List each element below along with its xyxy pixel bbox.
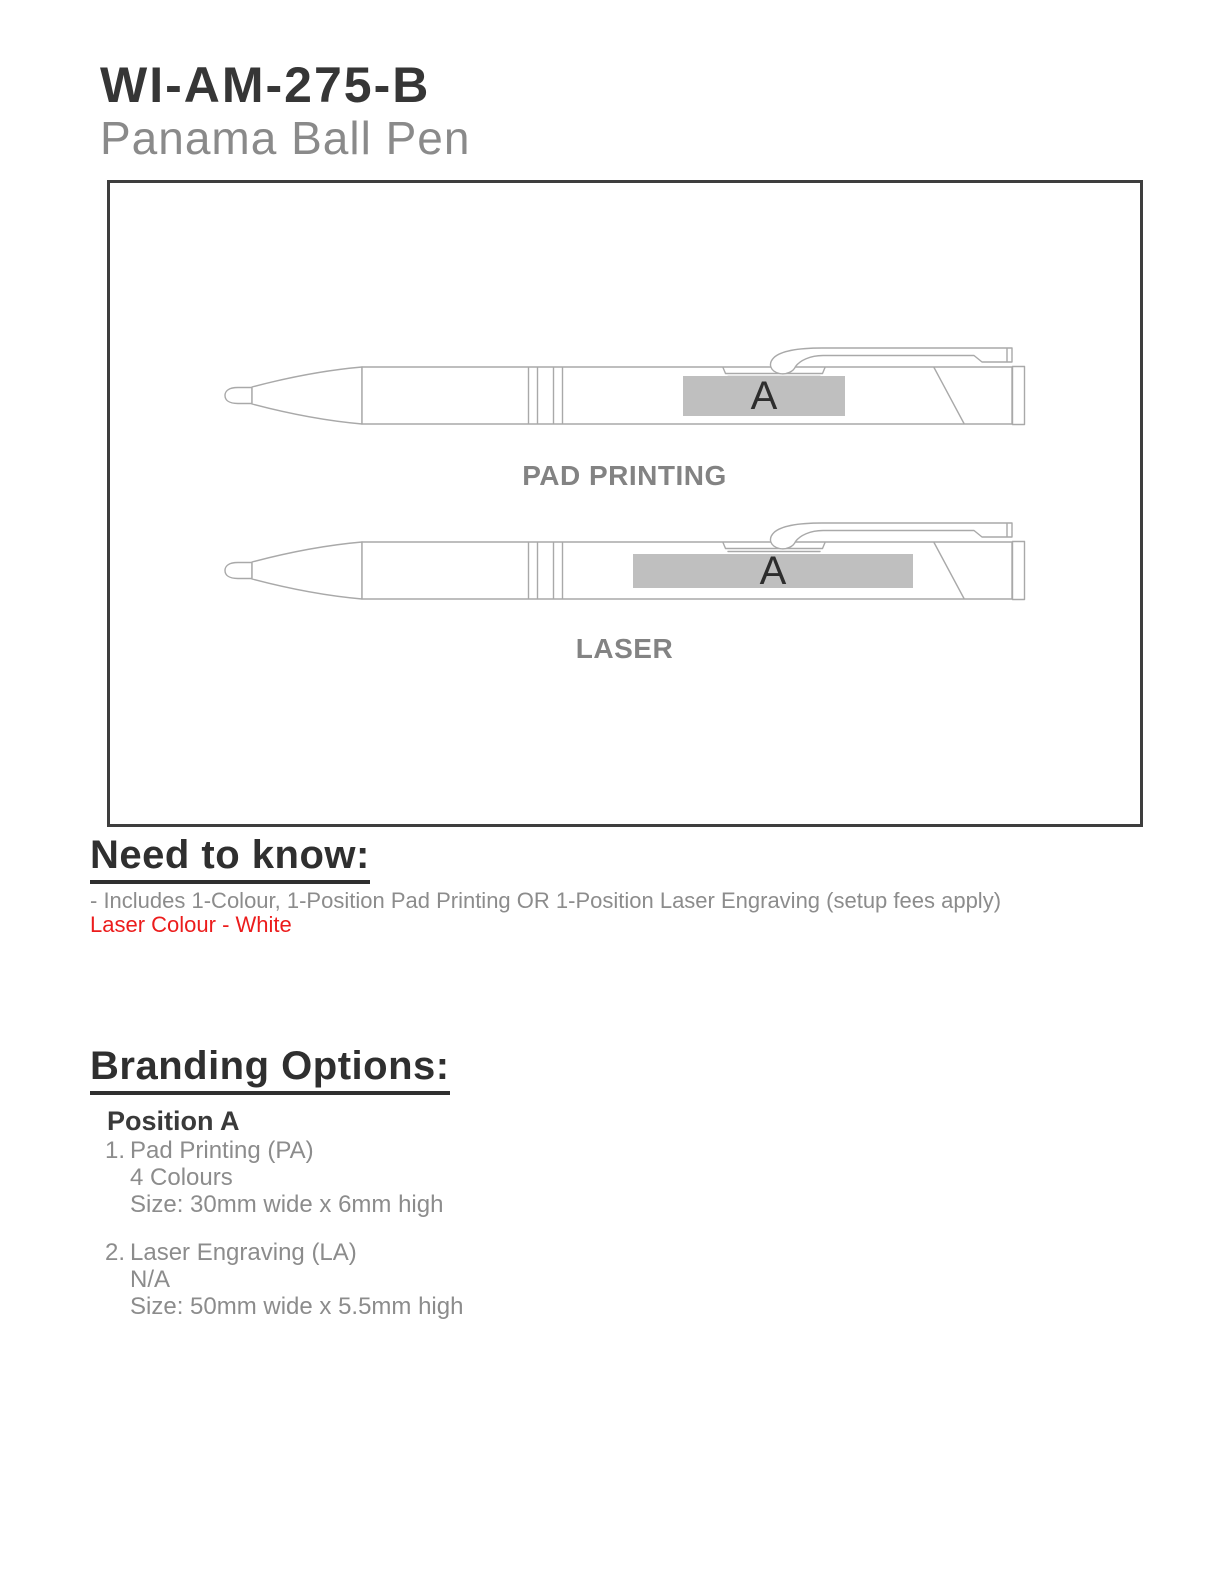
item-colours: 4 Colours xyxy=(130,1164,233,1191)
branding-options-heading: Branding Options: xyxy=(90,1044,450,1095)
item-number: 1. xyxy=(105,1137,126,1164)
item-colours: N/A xyxy=(130,1266,171,1293)
brand-position-marker xyxy=(633,549,913,593)
ball-pen-drawing-pad-printing xyxy=(222,330,1027,430)
branding-option-method-line xyxy=(105,1239,463,1266)
branding-option-method-line xyxy=(105,1137,443,1164)
need-to-know-heading: Need to know: xyxy=(90,833,370,884)
branding-option-item xyxy=(105,1137,443,1218)
item-method: Pad Printing (PA) xyxy=(130,1137,314,1164)
diagram-frame xyxy=(107,180,1143,827)
item-number: 2. xyxy=(105,1239,126,1266)
branding-option-item xyxy=(105,1239,463,1320)
branding-method-caption: PAD PRINTING xyxy=(522,460,727,491)
inclusion-note: - Includes 1-Colour, 1-Position Pad Printing OR 1-Position Laser Engraving (setup fees apply) xyxy=(90,888,1002,913)
position-label: A xyxy=(759,549,787,593)
branding-method-caption: LASER xyxy=(575,633,674,664)
item-method: Laser Engraving (LA) xyxy=(130,1239,357,1266)
position-a-title: Position A xyxy=(107,1106,240,1136)
need-to-know-body xyxy=(90,889,1001,937)
item-size: Size: 30mm wide x 6mm high xyxy=(130,1191,444,1218)
brand-position-marker xyxy=(683,376,845,416)
item-size: Size: 50mm wide x 5.5mm high xyxy=(130,1293,464,1320)
laser-colour-note: Laser Colour - White xyxy=(90,912,292,937)
product-code-title: WI-AM-275-B xyxy=(100,57,431,113)
position-label: A xyxy=(750,374,778,418)
product-name-subtitle: Panama Ball Pen xyxy=(100,112,471,164)
